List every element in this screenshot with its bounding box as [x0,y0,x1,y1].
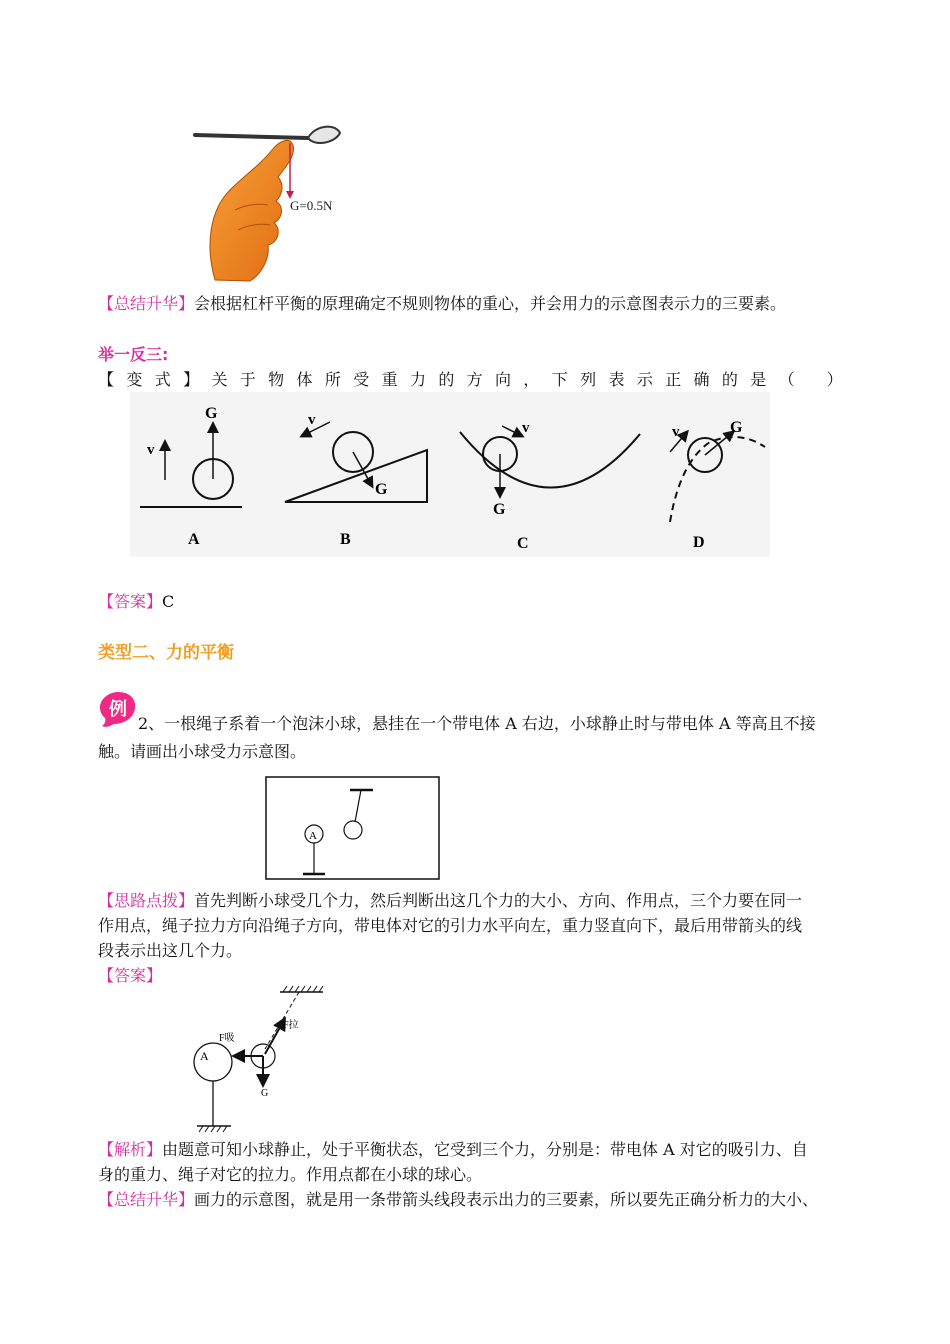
svg-text:例: 例 [109,699,127,720]
spoon-balance-figure [190,115,360,285]
summary-paragraph-2 [98,1188,868,1212]
gravity-options-figure [130,392,770,557]
analysis-line-2: 身的重力、绳子对它的拉力。作用点都在小球的球心。 [98,1165,483,1184]
svg-text:v: v [147,442,155,458]
svg-text:G: G [205,405,218,422]
answer-tag: 【答案】 [98,592,163,611]
answer2-tag: 【答案】 [98,966,163,985]
answer-paren: （ ） [778,370,843,389]
svg-text:A: A [200,1049,209,1063]
example-line-2: 触。请画出小球受力示意图。 [98,742,307,761]
option-c-label: C [517,535,529,552]
answer-force-figure [185,984,335,1134]
svg-text:A: A [309,830,317,842]
answer-text: C [162,592,175,611]
svg-text:G: G [261,1088,269,1099]
hint-line-1 [98,889,868,913]
hint-line-2: 作用点，绳子拉力方向沿绳子方向，带电体对它的引力水平向左，重力竖直向下，最后用带箭头的线 [98,916,803,935]
hint-line-3: 段表示出这几个力。 [98,941,243,960]
answer-paragraph-1 [98,590,868,614]
summary2-tag: 【总结升华】 [98,1190,195,1209]
summary-text: 会根据杠杆平衡的原理确定不规则物体的重心，并会用力的示意图表示力的三要素。 [194,294,787,313]
svg-text:G: G [493,501,506,518]
variant-question: 【 变 式 】 关 于 物 体 所 受 重 力 的 方 向 ， 下 列 表 示 正 确 的 是 （ ） [98,368,868,392]
svg-text:F拉: F拉 [283,1020,299,1031]
juyi-heading: 举一反三: [98,345,169,364]
example-badge [96,688,140,728]
analysis-tag: 【解析】 [98,1140,163,1159]
hint-tag: 【思路点拨】 [98,891,195,910]
svg-text:G: G [375,481,388,498]
svg-text:F吸: F吸 [219,1033,235,1044]
example-line-1: 2、一根绳子系着一个泡沫小球，悬挂在一个带电体 A 右边，小球静止时与带电体 A 等高且不接 [138,714,816,733]
g-label: G=0.5N [290,198,333,213]
option-a-label: A [188,531,200,548]
section-type2-heading: 类型二、力的平衡 [98,643,234,663]
svg-text:v: v [522,420,530,436]
summary2-text: 画力的示意图，就是用一条带箭头线段表示出力的三要素，所以要先正确分析力的大小、 [194,1190,819,1209]
option-b-label: B [340,531,351,548]
svg-text:v: v [308,412,316,428]
svg-text:v: v [672,424,680,440]
analysis-text-1: 由题意可知小球静止，处于平衡状态，它受到三个力，分别是：带电体 A 对它的吸引力、自 [162,1140,808,1159]
hint-text-1: 首先判断小球受几个力，然后判断出这几个力的大小、方向、作用点，三个力要在同一 [194,891,803,910]
example-figure [265,776,441,882]
svg-text:G: G [730,419,743,436]
analysis-line-1 [98,1138,868,1162]
variant-tag: 【 [98,370,115,389]
summary-paragraph-1 [98,292,868,316]
option-d-label: D [693,534,705,551]
summary-tag: 【总结升华】 [98,294,195,313]
